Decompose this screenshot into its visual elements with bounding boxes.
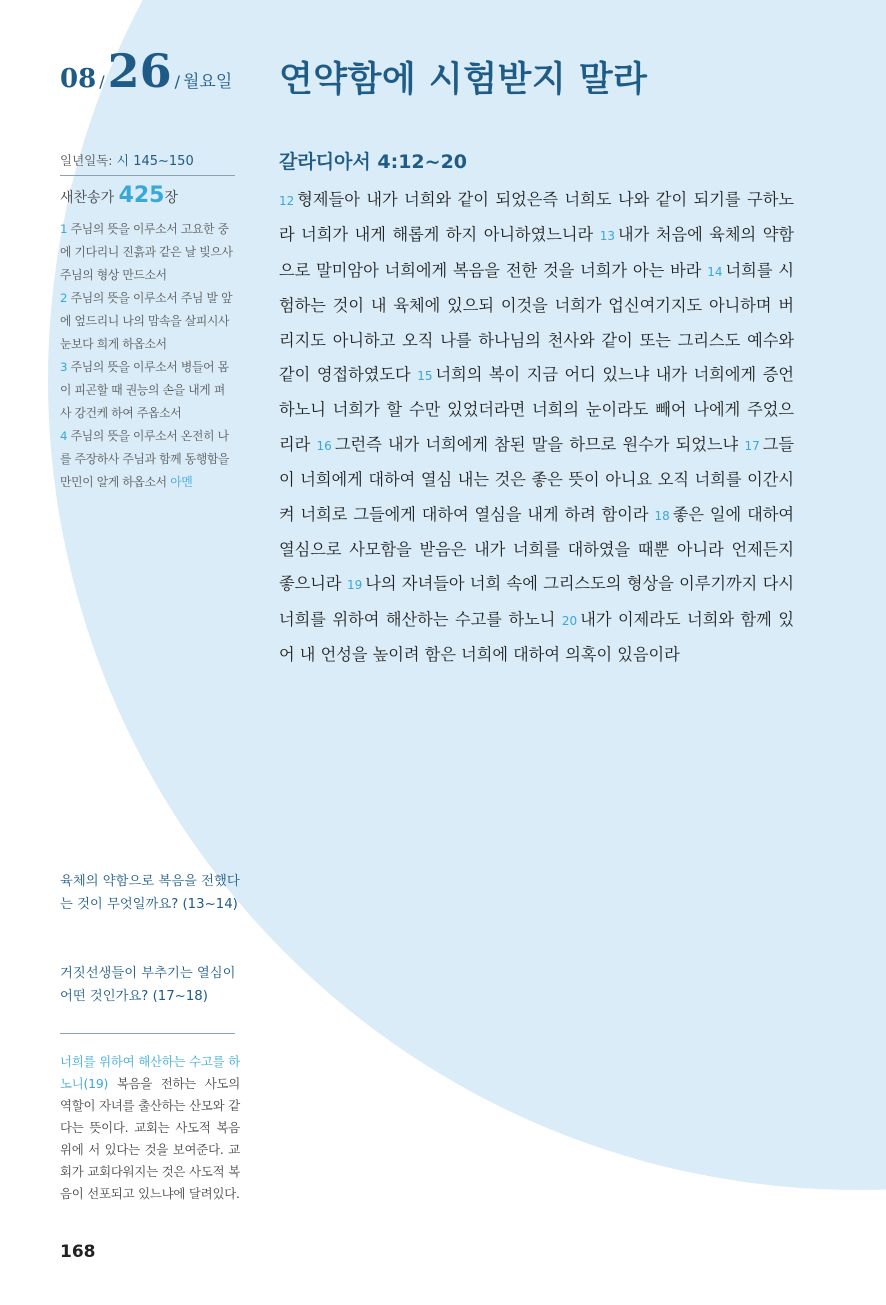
verse-number: 20 bbox=[561, 613, 578, 628]
verse-number: 16 bbox=[316, 438, 332, 453]
hymn-verse bbox=[60, 291, 232, 351]
date-separator: / bbox=[174, 72, 180, 91]
verse-number: 13 bbox=[599, 229, 615, 244]
hymn-verse-text: 주님의 뜻을 이루소서 고요한 중에 기다리니 진흙과 같은 날 빚으사 주님의 형상 만드소서 bbox=[60, 222, 233, 282]
date-separator: / bbox=[99, 72, 105, 91]
hymn-number: 425 bbox=[118, 183, 165, 208]
verse-number: 19 bbox=[346, 578, 363, 593]
verse-text: 나의 자녀들아 너희 속에 그리스도의 형상을 이루기까지 다시 너희를 위하여 해산하는 수고를 하노니 bbox=[279, 574, 794, 629]
note-highlight: 너희를 위하여 해산하는 수고를 하노니(19) bbox=[60, 1054, 240, 1091]
scripture-reference: 갈라디아서 4:12~20 bbox=[279, 151, 468, 173]
date-weekday: 월요일 bbox=[182, 72, 233, 92]
sidebar-divider bbox=[60, 1033, 235, 1034]
verse-text: 형제들아 내가 너희와 같이 되었은즉 너희도 나와 같이 되기를 구하노라 너희가 내게 해롭게 하지 아니하였느니라 bbox=[279, 190, 794, 245]
commentary-note bbox=[60, 1051, 240, 1205]
hymn-verse bbox=[60, 222, 233, 282]
verse-text: 너희를 시험하는 것이 내 육체에 있으되 이것을 너희가 업신여기지도 아니하며 버리지도 아니하고 오직 나를 하나님의 천사와 같이 또는 그리스도 예수와 같이 영접하였도다 bbox=[279, 260, 794, 385]
verse-number: 15 bbox=[417, 369, 433, 384]
hymn-verses bbox=[60, 218, 236, 494]
hymn-verse-number: 4 bbox=[60, 429, 68, 443]
hymn-verse bbox=[60, 360, 229, 420]
hymn-suffix: 장 bbox=[164, 190, 179, 206]
verse-number: 14 bbox=[707, 264, 723, 279]
hymn-heading bbox=[60, 183, 178, 208]
verse-text: 내가 처음에 육체의 약함으로 말미암아 너희에게 복음을 전한 것을 너희가 아는 바라 bbox=[279, 225, 794, 280]
hymn-verse-number: 1 bbox=[60, 222, 68, 236]
verse-text: 너희의 복이 지금 어디 있느냐 내가 너희에게 증언하노니 너희가 할 수만 있었더라면 너희의 눈이라도 빼어 나에게 주었으리라 bbox=[279, 365, 794, 454]
reflection-question: 육체의 약함으로 복음을 전했다는 것이 무엇일까요? (13~14) bbox=[60, 874, 240, 912]
hymn-verse-text: 주님의 뜻을 이루소서 주님 발 앞에 엎드리니 나의 맘속을 살피시사 눈보다 희게 하옵소서 bbox=[60, 291, 233, 351]
page-number: 168 bbox=[60, 1242, 96, 1262]
verse-text: 그런즉 내가 너희에게 참된 말을 하므로 원수가 되었느냐 bbox=[334, 434, 739, 454]
sidebar-divider bbox=[60, 175, 235, 176]
hymn-verse-text: 주님의 뜻을 이루소서 온전히 나를 주장하사 주님과 함께 동행함을 만민이 알게 하옵소서 bbox=[60, 429, 230, 489]
hymn-verse-number: 2 bbox=[60, 291, 68, 305]
yearly-reading bbox=[60, 150, 194, 169]
verse-text: 좋은 일에 대하여 열심으로 사모함을 받음은 내가 너희를 대하였을 때뿐 아니라 언제든지 좋으니라 bbox=[279, 504, 794, 594]
verse-number: 17 bbox=[744, 438, 760, 453]
hymn-prefix: 새찬송가 bbox=[60, 190, 115, 206]
hymn-verse-number: 3 bbox=[60, 360, 68, 374]
date-header bbox=[60, 44, 233, 104]
note-text: 복음을 전하는 사도의 역할이 자녀를 출산하는 산모와 같다는 뜻이다. 교회는 사도적 복음 위에 서 있다는 것을 보여준다. 교회가 교회다워지는 것은 사도적 복음이 선포되고 있느냐에 달려있다. bbox=[60, 1076, 240, 1201]
reflection-question: 거짓선생들이 부추기는 열심이 어떤 것인가요? (17~18) bbox=[60, 966, 236, 1004]
verse-text: 내가 이제라도 너희와 함께 있어 내 언성을 높이려 함은 너희에 대하여 의혹이 있음이라 bbox=[279, 609, 794, 665]
hymn-verse-text: 주님의 뜻을 이루소서 병들어 몸이 피곤할 때 권능의 손을 내게 펴사 강건케 하여 주옵소서 bbox=[60, 360, 229, 420]
date-day: 26 bbox=[107, 44, 172, 98]
scripture-passage bbox=[279, 183, 794, 673]
amen: 아멘 bbox=[170, 475, 193, 489]
verse-number: 12 bbox=[279, 194, 295, 208]
hymn-verse bbox=[60, 429, 229, 489]
date-month: 08 bbox=[60, 64, 97, 94]
reading-label: 일년일독: bbox=[60, 153, 113, 168]
reading-reference: 시 145~150 bbox=[116, 154, 194, 169]
page-title: 연약함에 시험받지 말라 bbox=[279, 60, 648, 100]
verse-text: 그들이 너희에게 대하여 열심 내는 것은 좋은 뜻이 아니요 오직 너희를 이간시켜 너희로 그들에게 대하여 열심을 내게 하려 함이라 bbox=[279, 434, 794, 524]
verse-number: 18 bbox=[654, 508, 670, 523]
